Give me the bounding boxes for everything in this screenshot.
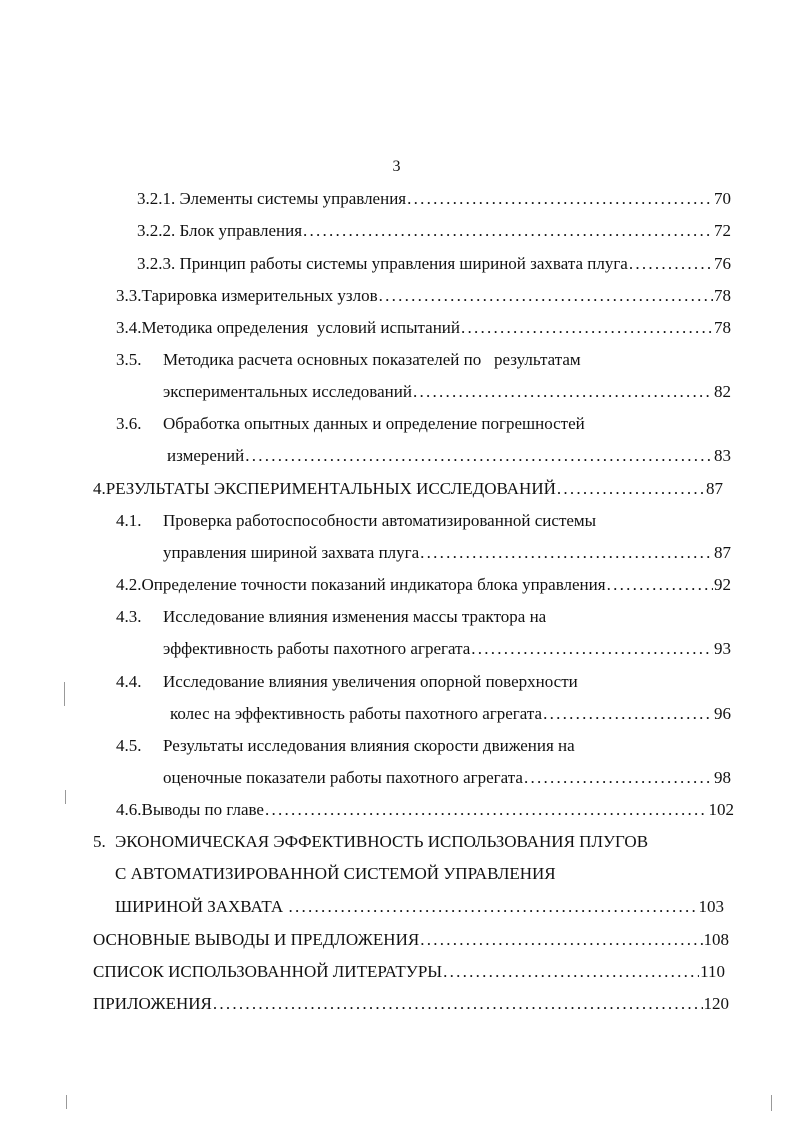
toc-entry-4-1-line2 xyxy=(163,542,731,564)
toc-title-line1: Обработка опытных данных и определение погрешностей xyxy=(163,414,585,433)
toc-page: 82 xyxy=(714,382,731,401)
toc-title: Методика определения условий испытаний xyxy=(141,318,460,337)
toc-page: 120 xyxy=(703,994,729,1013)
toc-entry-4-2 xyxy=(116,574,731,596)
leader-dots xyxy=(407,188,713,210)
leader-dots xyxy=(413,381,713,403)
toc-page: 93 xyxy=(714,639,731,658)
leader-dots xyxy=(543,703,713,725)
toc-title-line1: Методика расчета основных показателей по результатам xyxy=(163,350,581,369)
toc-number: 4.3. xyxy=(116,607,142,626)
toc-title: ПРИЛОЖЕНИЯ xyxy=(93,994,212,1013)
toc-entry-4-1-line1 xyxy=(116,510,731,532)
toc-title-line1: ЭКОНОМИЧЕСКАЯ ЭФФЕКТИВНОСТЬ ИСПОЛЬЗОВАНИЯ ПЛУГОВ xyxy=(115,832,649,851)
toc-number: 3.5. xyxy=(116,350,142,369)
toc-number: 4.2. xyxy=(116,575,142,594)
toc-page: 103 xyxy=(698,897,724,916)
toc-entry-3-4 xyxy=(116,317,731,339)
toc-number: 3.2.3. xyxy=(137,254,176,273)
toc-title: РЕЗУЛЬТАТЫ ЭКСПЕРИМЕНТАЛЬНЫХ ИССЛЕДОВАНИЙ xyxy=(105,479,556,498)
toc-entry-conclusions xyxy=(93,929,729,951)
toc-entry-4-3-line2 xyxy=(163,638,731,660)
toc-number: 4.5. xyxy=(116,736,142,755)
toc-number: 3.2.1. xyxy=(137,189,176,208)
toc-title-line2: управления шириной захвата плуга xyxy=(163,543,420,562)
leader-dots xyxy=(379,285,713,307)
toc-number: 5. xyxy=(93,832,106,851)
leader-dots xyxy=(629,253,713,275)
toc-title: Выводы по главе xyxy=(141,800,264,819)
toc-number: 3.4. xyxy=(116,318,142,337)
toc-entry-4-4-line1 xyxy=(116,671,731,693)
toc-number: 3.2.2. xyxy=(137,221,176,240)
toc-number: 4.6. xyxy=(116,800,142,819)
toc-entry-5-line2 xyxy=(115,863,733,885)
toc-entry-3-3 xyxy=(116,285,731,307)
toc-entry-4-3-line1 xyxy=(116,606,731,628)
toc-title-line2: экспериментальных исследований xyxy=(163,382,412,401)
toc-entry-appendices xyxy=(93,993,729,1015)
leader-dots xyxy=(557,478,705,500)
leader-dots xyxy=(524,767,713,789)
toc-page: 70 xyxy=(714,189,731,208)
toc-title-line2: оценочные показатели работы пахотного агрегата xyxy=(163,768,523,787)
page-number: 3 xyxy=(392,158,401,175)
toc-title-line1: Исследование влияния изменения массы трактора на xyxy=(163,607,547,626)
leader-dots xyxy=(607,574,713,596)
toc-entry-4-6 xyxy=(116,799,734,821)
toc-page: 110 xyxy=(700,962,725,981)
toc-title: Тарировка измерительных узлов xyxy=(141,286,378,305)
toc-page: 96 xyxy=(714,704,731,723)
toc-entry-3-2-3 xyxy=(137,253,731,275)
toc-title-line2: колес на эффективность работы пахотного агрегата xyxy=(170,704,543,723)
scan-mark xyxy=(771,1095,772,1111)
toc-entry-3-2-2 xyxy=(137,220,731,242)
leader-dots xyxy=(213,993,703,1015)
toc-title-line1: Исследование влияния увеличения опорной поверхности xyxy=(163,672,578,691)
toc-page: 78 xyxy=(714,318,731,337)
toc-page: 72 xyxy=(714,221,731,240)
toc-title-line1: Проверка работоспособности автоматизированной системы xyxy=(163,511,597,530)
leader-dots xyxy=(443,961,699,983)
toc-title-line2: эффективность работы пахотного агрегата xyxy=(163,639,471,658)
scan-mark xyxy=(66,1095,67,1109)
toc-title: Блок управления xyxy=(179,221,303,240)
leader-dots xyxy=(245,445,713,467)
toc-page: 102 xyxy=(708,800,734,819)
toc-title-line1: Результаты исследования влияния скорости движения на xyxy=(163,736,575,755)
toc-number: 3.6. xyxy=(116,414,142,433)
toc-title: Определение точности показаний индикатора блока управления xyxy=(141,575,606,594)
toc-number: 3.3. xyxy=(116,286,142,305)
toc-entry-4 xyxy=(93,478,723,500)
scan-mark xyxy=(64,682,65,706)
toc-entry-3-6-line1 xyxy=(116,413,731,435)
toc-number: 4.4. xyxy=(116,672,142,691)
toc-entry-4-5-line1 xyxy=(116,735,731,757)
toc-entry-5-line1 xyxy=(93,831,733,853)
leader-dots xyxy=(265,799,708,821)
leader-dots xyxy=(303,220,713,242)
leader-dots xyxy=(288,896,697,918)
toc-number: 4.1. xyxy=(116,511,142,530)
scan-mark xyxy=(65,790,66,804)
leader-dots xyxy=(420,929,702,951)
toc-title: СПИСОК ИСПОЛЬЗОВАННОЙ ЛИТЕРАТУРЫ xyxy=(93,962,443,981)
toc-page: 98 xyxy=(714,768,731,787)
toc-page: 92 xyxy=(714,575,731,594)
toc-page: 76 xyxy=(714,254,731,273)
toc-number: 4. xyxy=(93,479,106,498)
toc-page: 83 xyxy=(714,446,731,465)
toc-entry-5-line3 xyxy=(115,896,724,918)
toc-entry-4-4-line2 xyxy=(170,703,731,725)
toc-title: Элементы системы управления xyxy=(179,189,407,208)
toc-entry-references xyxy=(93,961,725,983)
leader-dots xyxy=(471,638,713,660)
toc-page: 87 xyxy=(706,479,723,498)
toc-title: ОСНОВНЫЕ ВЫВОДЫ И ПРЕДЛОЖЕНИЯ xyxy=(93,930,420,949)
toc-title-line2: измерений xyxy=(167,446,245,465)
toc-page: 87 xyxy=(714,543,731,562)
toc-title-line2: С АВТОМАТИЗИРОВАННОЙ СИСТЕМОЙ УПРАВЛЕНИЯ xyxy=(115,864,556,883)
toc-entry-4-5-line2 xyxy=(163,767,731,789)
leader-dots xyxy=(461,317,713,339)
toc-entry-3-2-1 xyxy=(137,188,731,210)
toc-title-line3: ШИРИНОЙ ЗАХВАТА xyxy=(115,897,284,916)
toc-entry-3-5-line2 xyxy=(163,381,731,403)
toc-page: 78 xyxy=(714,286,731,305)
toc-entry-3-5-line1 xyxy=(116,349,731,371)
toc-entry-3-6-line2 xyxy=(167,445,731,467)
toc-title: Принцип работы системы управления шириной захвата плуга xyxy=(179,254,628,273)
toc-page: 108 xyxy=(703,930,729,949)
leader-dots xyxy=(420,542,713,564)
